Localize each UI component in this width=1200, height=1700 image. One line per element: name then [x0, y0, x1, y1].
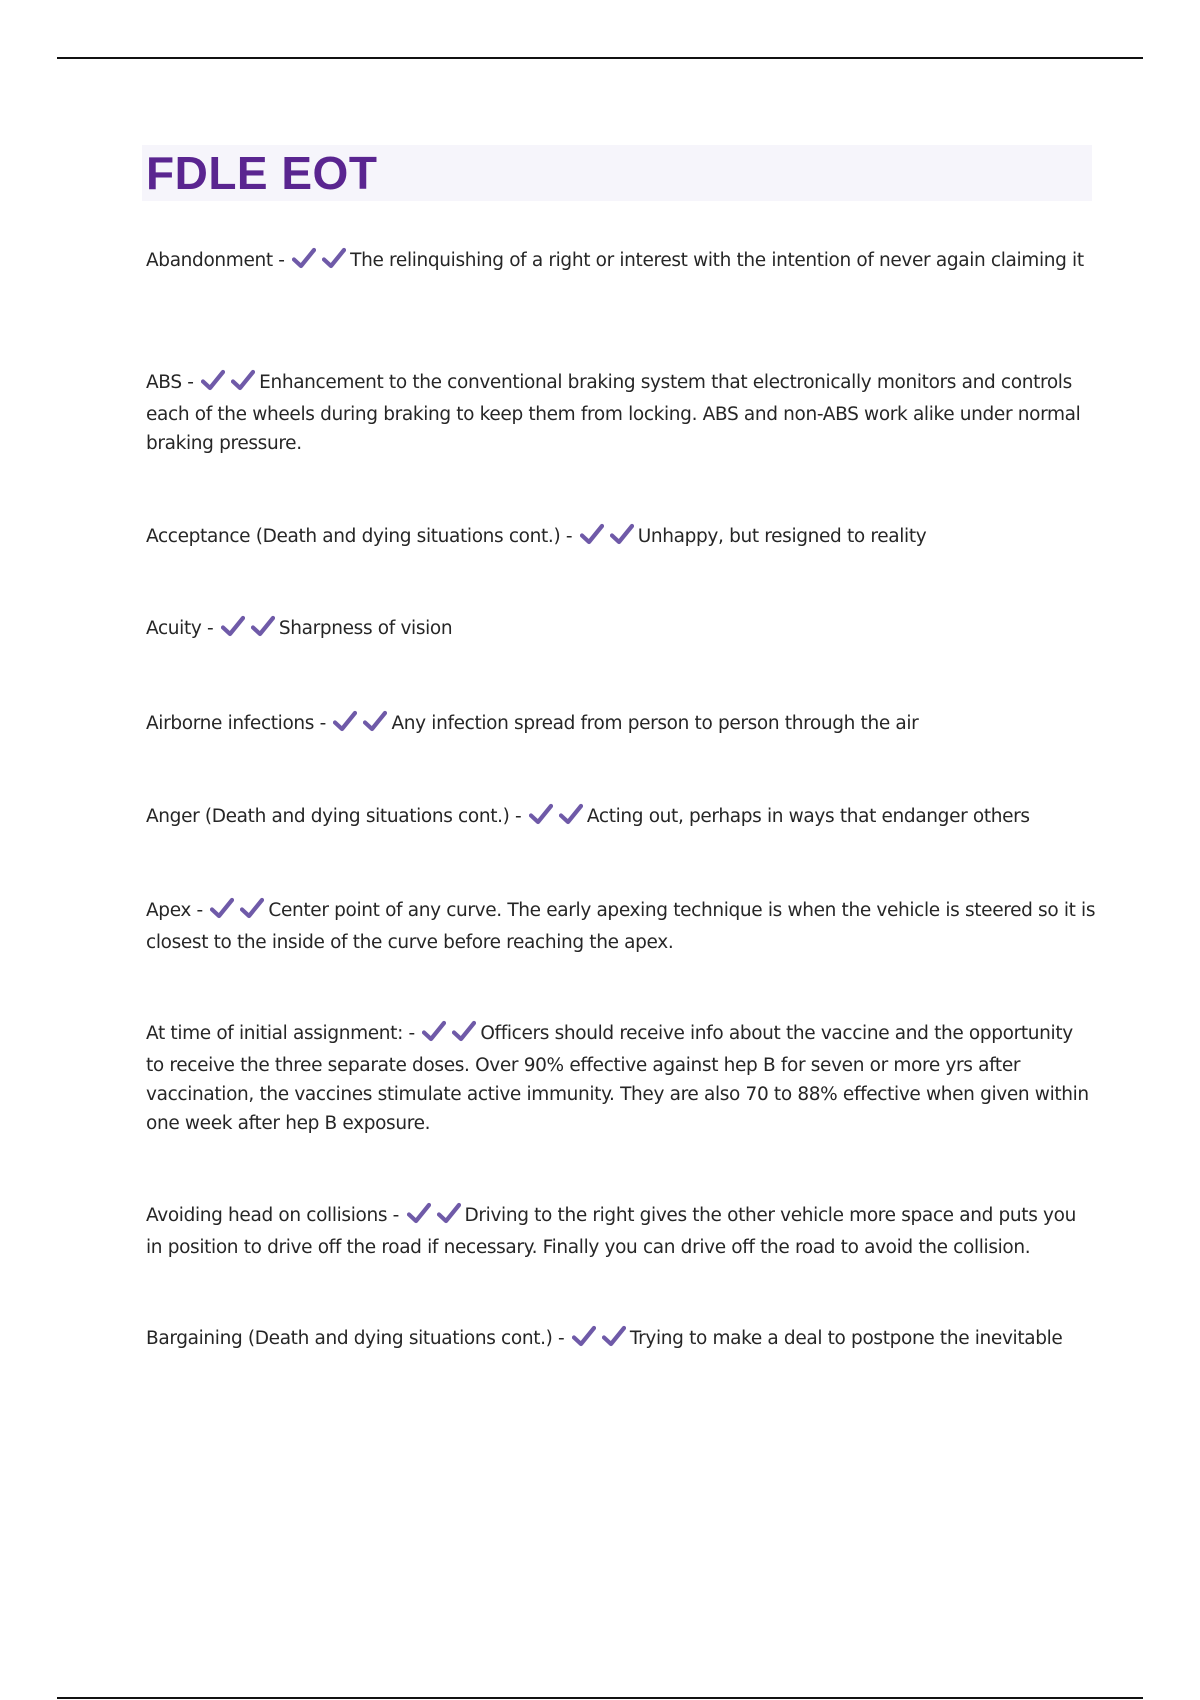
check-icon: [559, 803, 583, 825]
check-icon: [333, 710, 357, 732]
term-entry-initial-assignment: [146, 1019, 1096, 1138]
term-entry-anger: [146, 802, 1096, 834]
term-label: At time of initial assignment: -: [146, 1023, 415, 1044]
term-definition: Officers should receive info about the vaccine and the opportunity to receive the three separate doses. Over 90% effective against hep B for seven or more yrs after vaccination, the vaccines stimulate active immunity. They are also 70 to 88% effective when given within one week after hep B exposure.: [146, 1023, 1089, 1134]
term-definition: Acting out, perhaps in ways that endanger others: [586, 806, 1030, 827]
term-definition: The relinquishing of a right or interest with the intention of never again claiming it: [350, 250, 1084, 271]
double-check-icon: [201, 369, 255, 400]
check-icon: [437, 1202, 461, 1224]
term-definition: Enhancement to the conventional braking system that electronically monitors and controls each of the wheels during braking to keep them from locking. ABS and non-ABS work alike under normal braking pressure.: [146, 372, 1081, 454]
check-icon: [363, 710, 387, 732]
term-entry-bargaining: [146, 1324, 1096, 1356]
term-entry-acceptance: [146, 522, 1096, 554]
term-label: Bargaining (Death and dying situations cont.) -: [146, 1328, 565, 1349]
check-icon: [221, 615, 245, 637]
term-entry-airborne-infections: [146, 709, 1096, 741]
term-label: Apex -: [146, 900, 203, 921]
term-definition: Any infection spread from person to person through the air: [391, 713, 919, 734]
term-entry-avoiding-head-on-collisions: [146, 1201, 1096, 1262]
document-title: FDLE EOT: [146, 147, 378, 199]
check-icon: [602, 1325, 626, 1347]
check-icon: [452, 1020, 476, 1042]
check-icon: [251, 615, 275, 637]
check-icon: [580, 523, 604, 545]
term-definition: Sharpness of vision: [278, 618, 453, 639]
footer-rule: [57, 1697, 1143, 1699]
double-check-icon: [572, 1325, 626, 1356]
title-band: [142, 145, 1092, 201]
double-check-icon: [422, 1020, 476, 1051]
check-icon: [422, 1020, 446, 1042]
term-label: ABS -: [146, 372, 194, 393]
term-label: Acuity -: [146, 618, 214, 639]
term-definition: Unhappy, but resigned to reality: [637, 526, 927, 547]
check-icon: [240, 897, 264, 919]
term-label: Airborne infections -: [146, 713, 326, 734]
term-entry-acuity: [146, 614, 1096, 646]
check-icon: [407, 1202, 431, 1224]
double-check-icon: [407, 1202, 461, 1233]
double-check-icon: [292, 247, 346, 278]
check-icon: [322, 247, 346, 269]
header-rule: [57, 57, 1143, 59]
double-check-icon: [221, 615, 275, 646]
double-check-icon: [529, 803, 583, 834]
check-icon: [572, 1325, 596, 1347]
term-definition: Driving to the right gives the other vehicle more space and puts you in position to drive off the road if necessary. Finally you can drive off the road to avoid the collision.: [146, 1205, 1076, 1258]
term-definition: Trying to make a deal to postpone the inevitable: [629, 1328, 1063, 1349]
term-entry-abandonment: [146, 246, 1096, 278]
check-icon: [210, 897, 234, 919]
term-label: Acceptance (Death and dying situations cont.) -: [146, 526, 573, 547]
term-label: Avoiding head on collisions -: [146, 1205, 399, 1226]
check-icon: [529, 803, 553, 825]
term-label: Anger (Death and dying situations cont.) -: [146, 806, 522, 827]
double-check-icon: [333, 710, 387, 741]
double-check-icon: [580, 523, 634, 554]
double-check-icon: [210, 897, 264, 928]
check-icon: [610, 523, 634, 545]
check-icon: [201, 369, 225, 391]
term-definition: Center point of any curve. The early apexing technique is when the vehicle is steered so it is closest to the inside of the curve before reaching the apex.: [146, 900, 1096, 953]
check-icon: [231, 369, 255, 391]
term-label: Abandonment -: [146, 250, 285, 271]
term-entry-apex: [146, 896, 1096, 957]
check-icon: [292, 247, 316, 269]
term-entry-abs: [146, 368, 1096, 458]
